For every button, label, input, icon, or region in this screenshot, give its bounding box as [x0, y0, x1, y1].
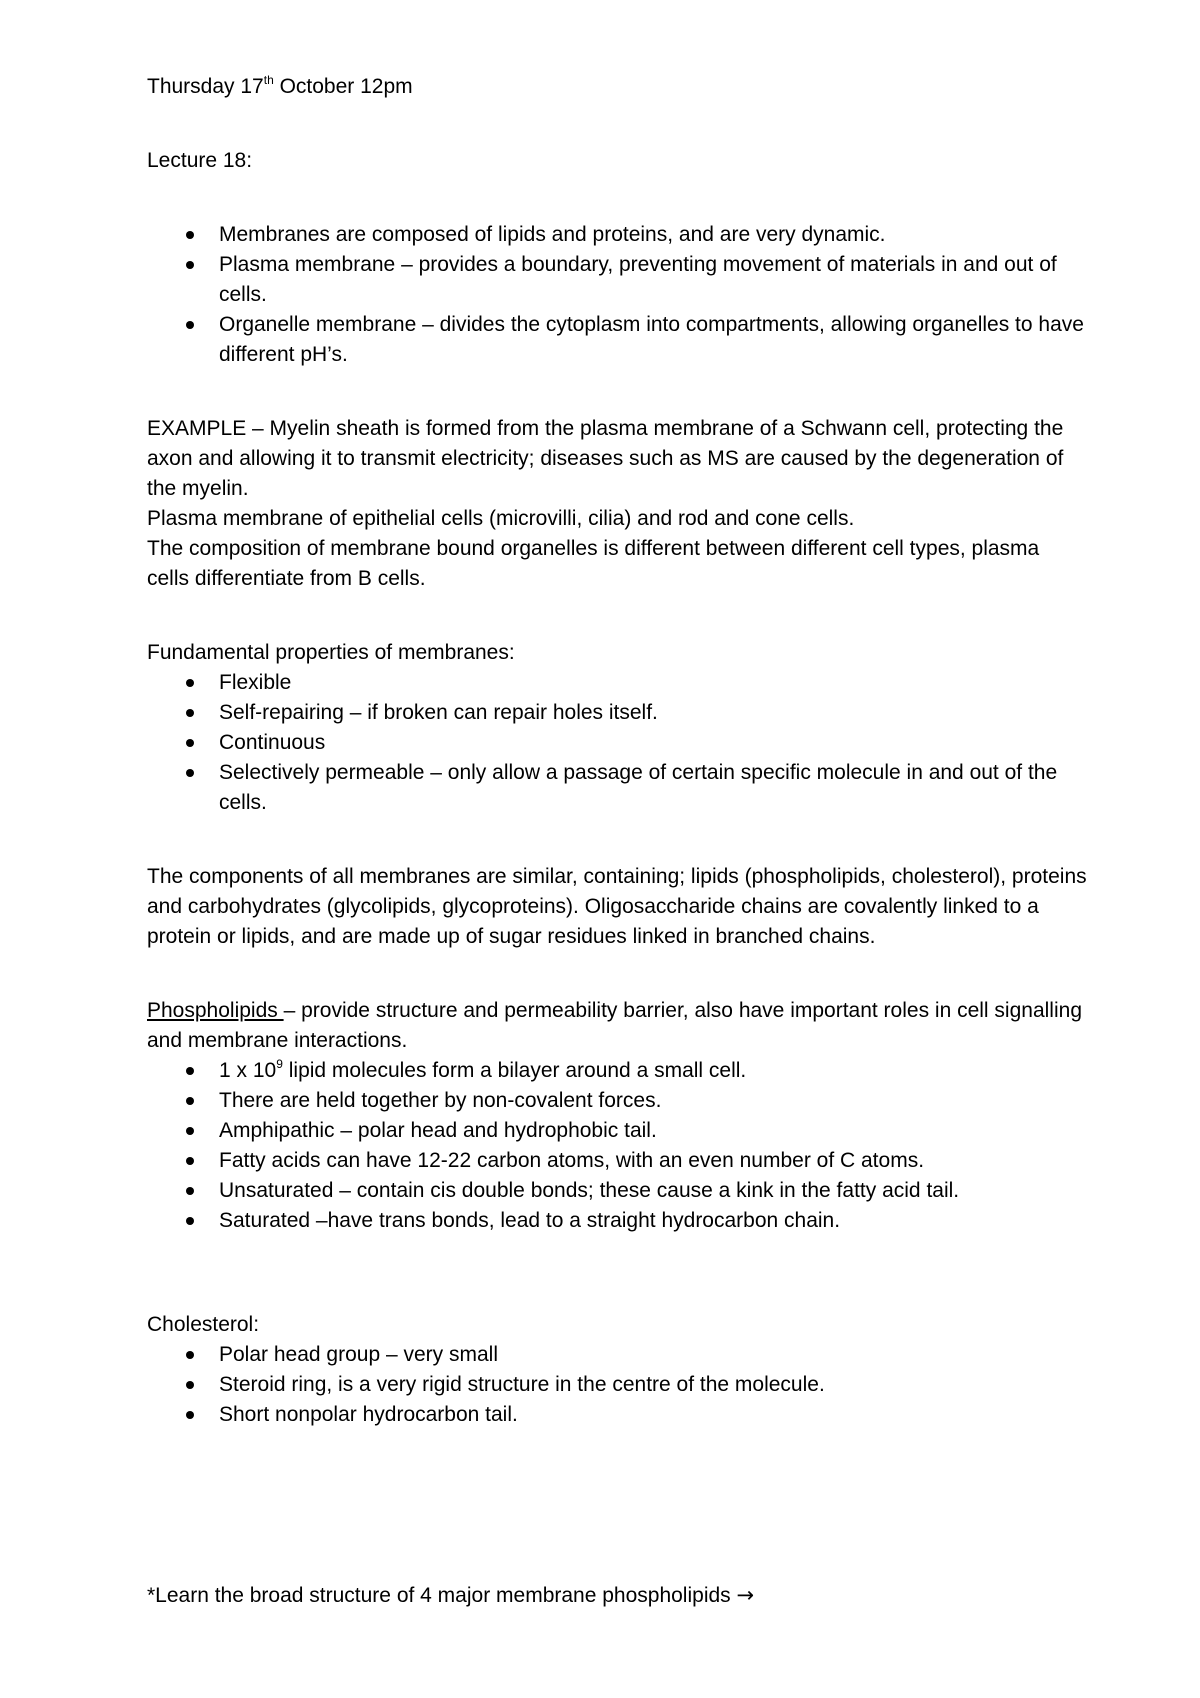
list-item: Organelle membrane – divides the cytoplasm into compartments, allowing organelles to have different pH’s.: [147, 310, 1087, 370]
example-paragraph: EXAMPLE – Myelin sheath is formed from the plasma membrane of a Schwann cell, protecting the axon and allowing it to transmit electricity; diseases such as MS are caused by the degeneration of the myelin.: [147, 417, 1064, 500]
cholesterol-heading: Cholesterol:: [147, 1313, 260, 1336]
list-item: Short nonpolar hydrocarbon tail.: [147, 1400, 1087, 1430]
list-item: Amphipathic – polar head and hydrophobic tail.: [147, 1116, 1087, 1146]
list-item: Steroid ring, is a very rigid structure in the centre of the molecule.: [147, 1370, 1087, 1400]
date-superscript: th: [263, 73, 274, 87]
footnote: *Learn the broad structure of 4 major membrane phospholipids →: [147, 1583, 755, 1607]
cholesterol-list: [147, 1340, 1087, 1430]
organelle-composition-line: The composition of membrane bound organelles is different between different cell types, plasma cells differentiate from B cells.: [147, 537, 1040, 590]
list-item: Membranes are composed of lipids and proteins, and are very dynamic.: [147, 220, 1087, 250]
components-paragraph: The components of all membranes are similar, containing; lipids (phospholipids, cholesterol), proteins and carbohydrates (glycolipids, glycoproteins). Oligosaccharide chains are covalently linked to a protein or lipids, and are made up of sugar residues linked in branched chains.: [147, 865, 1087, 948]
list-item: Continuous: [147, 728, 1087, 758]
list-item: Saturated –have trans bonds, lead to a straight hydrocarbon chain.: [147, 1206, 1087, 1236]
list-item: Flexible: [147, 668, 1087, 698]
phospholipids-heading: Phospholipids: [147, 999, 284, 1022]
list-item: Fatty acids can have 12-22 carbon atoms, with an even number of C atoms.: [147, 1146, 1087, 1176]
lecture-title: Lecture 18:: [147, 149, 253, 172]
lecture-date: Thursday 17th October 12pm: [147, 73, 413, 98]
properties-list: [147, 668, 1087, 818]
list-item: Plasma membrane – provides a boundary, preventing movement of materials in and out of cells.: [147, 250, 1087, 310]
phospholipids-list: [147, 1056, 1087, 1236]
epithelial-line: Plasma membrane of epithelial cells (microvilli, cilia) and rod and cone cells.: [147, 507, 855, 530]
list-item: Polar head group – very small: [147, 1340, 1087, 1370]
list-item: There are held together by non-covalent forces.: [147, 1086, 1087, 1116]
arrow-right-icon: →: [736, 1583, 755, 1607]
intro-bullet-list: [147, 220, 1087, 370]
exponent-superscript: 9: [276, 1057, 283, 1071]
properties-heading: Fundamental properties of membranes:: [147, 641, 515, 664]
phospholipids-paragraph: Phospholipids – provide structure and permeability barrier, also have important roles in cell signalling and membrane interactions.: [147, 999, 1082, 1052]
list-item: Self-repairing – if broken can repair holes itself.: [147, 698, 1087, 728]
list-item: Selectively permeable – only allow a passage of certain specific molecule in and out of the cells.: [147, 758, 1087, 818]
document-body: [147, 72, 1087, 1611]
list-item: Unsaturated – contain cis double bonds; these cause a kink in the fatty acid tail.: [147, 1176, 1087, 1206]
list-item: 1 x $10^9$ lipid molecules form a bilayer around a small cell.: [147, 1056, 1087, 1086]
